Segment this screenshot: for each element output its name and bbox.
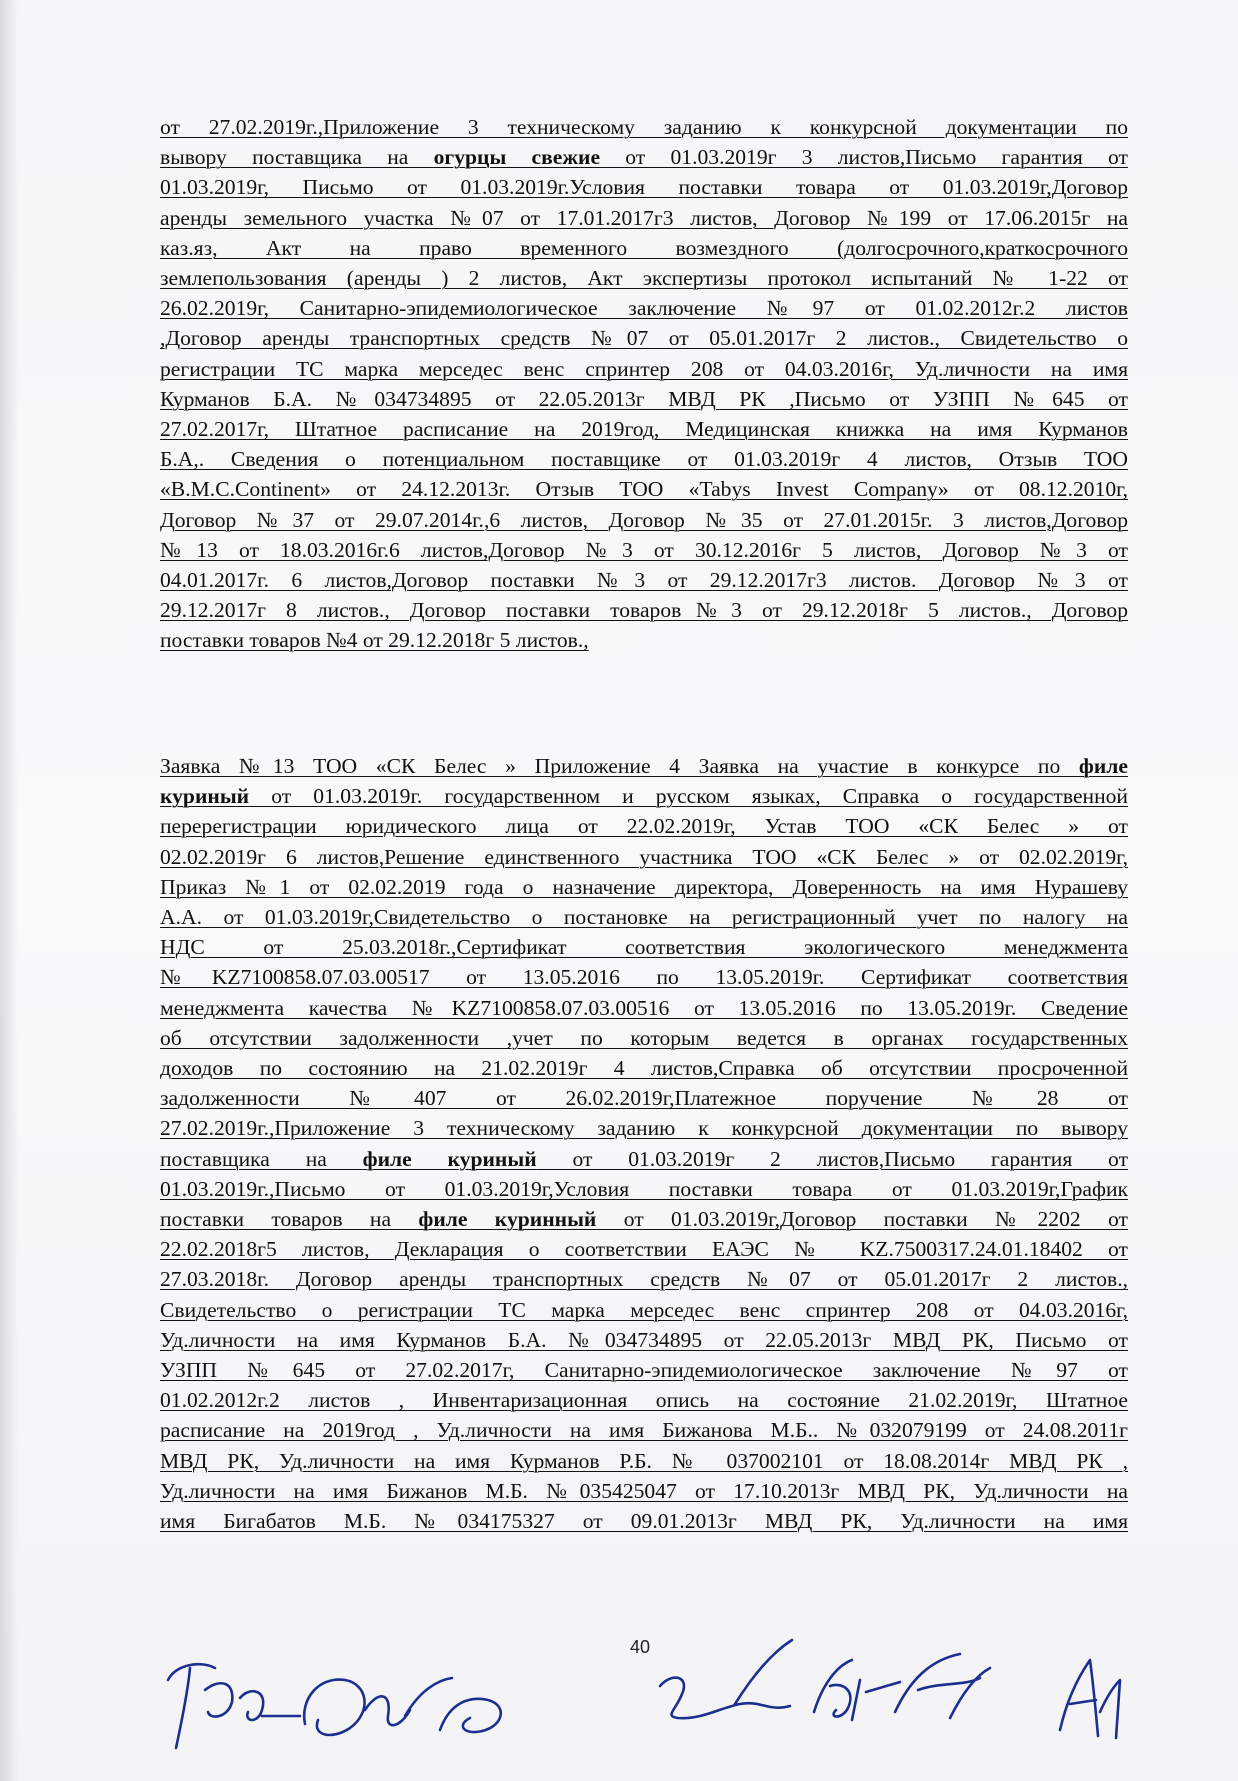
text-line: аренды земельного участка №07 от 17.01.2017г3 листов, Договор №199 от 17.06.2015г на — [160, 205, 1128, 230]
text-line: землепользования (аренды ) 2 листов, Акт экспертизы протокол испытаний № 1-22 от — [160, 266, 1128, 291]
text-line: УЗПП №645 от 27.02.2017г, Санитарно-эпидемиологическое заключение №97 от — [160, 1358, 1128, 1383]
text-line: расписание на 2019год , Уд.личности на имя Бижанова М.Б.. №032079199 от 24.08.2011г — [160, 1418, 1128, 1443]
text-line: Приказ №1 от 02.02.2019 года о назначение директора, Доверенность на имя Нурашеву — [160, 874, 1128, 899]
text-line: Курманов Б.А. №034734895 от 22.05.2013г МВД РК ,Письмо от УЗПП №645 от — [160, 386, 1128, 411]
text-line: 01.03.2019г.,Письмо от 01.03.2019г,Условия поставки товара от 01.03.2019г,График — [160, 1176, 1128, 1201]
text-line: «B.M.C.Continent» от 24.12.2013г. Отзыв ТОО «Tabys Invest Company» от 08.12.2010г, — [160, 477, 1128, 502]
text-line: 02.02.2019г 6 листов,Решение единственного участника ТОО «СК Белес » от 02.02.2019г, — [160, 844, 1128, 869]
text-line: 01.03.2019г, Письмо от 01.03.2019г.Условия поставки товара от 01.03.2019г,Договор — [160, 175, 1128, 200]
text-line: Б.А,. Сведения о потенциальном поставщике от 01.03.2019г 4 листов, Отзыв ТОО — [160, 447, 1128, 472]
bold-product-name: филе куриный — [362, 1146, 537, 1171]
text-line: задолженности №407 от 26.02.2019г,Платежное поручение №28 от — [160, 1086, 1128, 1111]
text-line: об отсутствии задолженности ,учет по которым ведется в органах государственных — [160, 1025, 1128, 1050]
paragraph-1 — [160, 112, 1128, 656]
signature-3 — [660, 1640, 792, 1718]
text-line: вывору поставщика на огурцы свежие от 01.03.2019г 3 листов,Письмо гарантия от — [160, 145, 1128, 170]
text-line: 01.02.2012г.2 листов , Инвентаризационная опись на состояние 21.02.2019г, Штатное — [160, 1388, 1128, 1413]
bold-product-name: куриный — [160, 784, 250, 809]
paragraph-2 — [160, 751, 1128, 1536]
text-line: от 27.02.2019г.,Приложение 3 техническому заданию к конкурсной документации по — [160, 115, 1128, 139]
signatures — [0, 1620, 1238, 1770]
text-line: куриный от 01.03.2019г. государственном и русском языках, Справка о государственной — [160, 784, 1128, 809]
signature-1 — [168, 1664, 300, 1748]
text-line: Договор №37 от 29.07.2014г.,6 листов, Договор №35 от 27.01.2015г. 3 листов,Договор — [160, 507, 1128, 532]
text-line: каз.яз, Акт на право временного возмездного (долгосрочного,краткосрочного — [160, 235, 1128, 260]
text-line: 27.03.2018г. Договор аренды транспортных средств №07 от 05.01.2017г 2 листов., — [160, 1267, 1128, 1292]
text-line: №KZ7100858.07.03.00517 от 13.05.2016 по 13.05.2019г. Сертификат соответствия — [160, 965, 1128, 990]
text-line: 27.02.2017г, Штатное расписание на 2019год, Медицинская книжка на имя Курманов — [160, 417, 1128, 442]
text-line: Уд.личности на имя Бижанов М.Б. №035425047 от 17.10.2013г МВД РК, Уд.личности на — [160, 1478, 1128, 1503]
text-line: Уд.личности на имя Курманов Б.А. №034734895 от 22.05.2013г МВД РК, Письмо от — [160, 1327, 1128, 1352]
bold-product-name: филе куринный — [418, 1207, 597, 1232]
text-line: 27.02.2019г.,Приложение 3 техническому заданию к конкурсной документации по вывору — [160, 1116, 1128, 1141]
text-line: менеджмента качества №KZ7100858.07.03.00516 от 13.05.2016 по 13.05.2019г. Сведение — [160, 995, 1128, 1020]
text-line: доходов по состоянию на 21.02.2019г 4 листов,Справка об отсутствии просроченной — [160, 1056, 1128, 1081]
text-line: имя Бигабатов М.Б. №034175327 от 09.01.2013г МВД РК, Уд.личности на имя — [160, 1509, 1128, 1534]
text-line: Заявка №13 ТОО «СК Белес » Приложение 4 Заявка на участие в конкурсе по филе — [160, 754, 1128, 778]
text-line: 26.02.2019г, Санитарно-эпидемиологическое заключение №97 от 01.02.2012г.2 листов — [160, 296, 1128, 321]
text-line: поставки товаров №4 от 29.12.2018г 5 листов., — [160, 628, 589, 653]
text-line: поставки товаров на филе куринный от 01.03.2019г,Договор поставки №2202 от — [160, 1207, 1128, 1232]
text-line: 22.02.2018г5 листов, Декларация о соответствии ЕАЭС № KZ.7500317.24.01.18402 от — [160, 1237, 1128, 1262]
text-line: Свидетельство о регистрации ТС марка мерседес венс спринтер 208 от 04.03.2016г, — [160, 1297, 1128, 1322]
text-line: перерегистрации юридического лица от 22.02.2019г, Устав ТОО «СК Белес » от — [160, 814, 1128, 839]
scan-edge-shadow — [0, 0, 18, 1781]
text-line: А.А. от 01.03.2019г,Свидетельство о постановке на регистрационный учет по налогу на — [160, 905, 1128, 930]
text-line: НДС от 25.03.2018г.,Сертификат соответствия экологического менеджмента — [160, 935, 1128, 960]
bold-product-name: филе — [1078, 754, 1128, 778]
bold-product-name: огурцы свежие — [433, 145, 601, 170]
text-line: поставщика на филе куриный от 01.03.2019г 2 листов,Письмо гарантия от — [160, 1146, 1128, 1171]
signature-2 — [304, 1678, 501, 1735]
signature-5 — [1060, 1660, 1120, 1738]
text-line: регистрации ТС марка мерседес венс спринтер 208 от 04.03.2016г, Уд.личности на имя — [160, 356, 1128, 381]
text-line: №13 от 18.03.2016г.6 листов,Договор №3 от 30.12.2016г 5 листов, Договор №3 от — [160, 537, 1128, 562]
text-line: 29.12.2017г 8 листов., Договор поставки товаров№3 от 29.12.2018г 5 листов., Договор — [160, 598, 1128, 623]
text-line: ,Договор аренды транспортных средств №07 от 05.01.2017г 2 листов., Свидетельство о — [160, 326, 1128, 351]
text-line: МВД РК, Уд.личности на имя Курманов Р.Б. № 037002101 от 18.08.2014г МВД РК , — [160, 1448, 1128, 1473]
signature-4 — [814, 1654, 990, 1720]
text-line: 04.01.2017г. 6 листов,Договор поставки №3 от 29.12.2017г3 листов. Договор №3 от — [160, 568, 1128, 593]
page-number: 40 — [630, 1637, 651, 1657]
